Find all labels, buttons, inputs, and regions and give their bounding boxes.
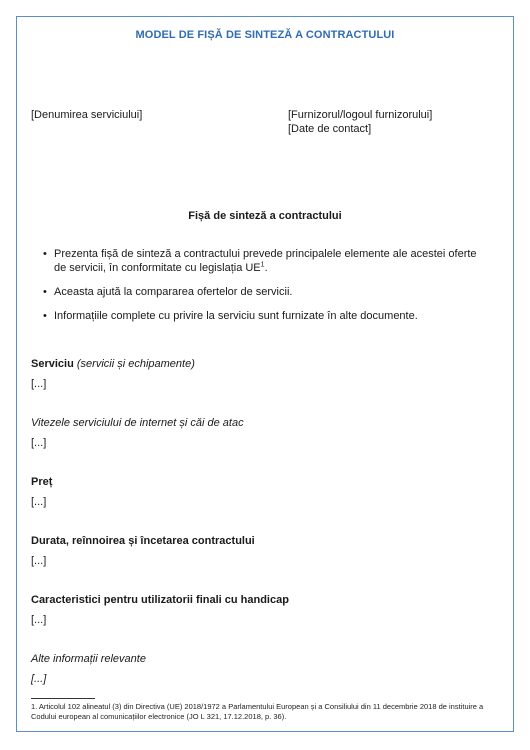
section-accessibility [31,593,289,626]
provider-logo-placeholder: [Furnizorul/logoul furnizorului] [288,109,433,121]
intro-bullet-list [43,247,483,323]
section-speeds [31,416,244,449]
section-service [31,357,195,390]
section-label: Vitezele serviciului de internet și căi de atac [31,417,244,429]
summary-heading: Fișă de sinteză a contractului [188,210,342,222]
section-other [31,652,146,685]
list-item [43,309,483,323]
section-price [31,475,53,508]
section-label: Caracteristici pentru utilizatorii finali cu handicap [31,594,289,606]
footnote-ref: 1 [260,261,265,269]
document-title: MODEL DE FIȘĂ DE SINTEZĂ A CONTRACTULUI [135,29,395,41]
list-item [43,285,483,299]
bullet-icon: • [43,248,47,260]
footnote: 1. Articolul 102 alineatul (3) din Directiva (UE) 2018/1972 a Parlamentului European și a Consiliului din 11 decembrie 2018 de instituire a Codului european al comunicațiilor electronice (JO L 321, 17.12.2018, p. 36). [31,702,484,721]
section-label: Alte informații relevante [31,653,146,665]
section-placeholder: [...] [31,378,47,390]
section-label: Preț [31,476,53,488]
section-placeholder: [...] [31,555,47,567]
service-name-placeholder: [Denumirea serviciului] [31,109,143,121]
provider-block [288,108,432,136]
section-qualifier: (servicii și echipamente) [76,358,195,370]
bullet-icon: • [43,310,47,322]
section-placeholder: [...] [31,614,47,626]
bullet-text: Prezenta fișă de sinteză a contractului prevede principalele elemente ale acestei oferte de servicii, în conformitate cu legislația UE [54,248,477,274]
bullet-text: Informațiile complete cu privire la serviciu sunt furnizate în alte documente. [54,310,418,322]
bullet-icon: • [43,286,47,298]
document-page [16,16,514,732]
contact-placeholder: [Date de contact] [288,123,372,135]
section-placeholder: [...] [31,673,47,685]
bullet-text: Aceasta ajută la compararea ofertelor de servicii. [54,286,293,298]
list-item: • Prezenta fișă de sinteză a contractului prevede principalele elemente ale acestei oferte de servicii, în conformitate cu legislația $UE^1$. [43,248,477,274]
section-duration [31,534,255,567]
section-label: Serviciu [31,358,74,370]
section-label: Durata, reînnoirea și încetarea contractului [31,535,255,547]
footnote-divider [31,698,95,699]
section-placeholder: [...] [31,437,47,449]
section-placeholder: [...] [31,496,47,508]
